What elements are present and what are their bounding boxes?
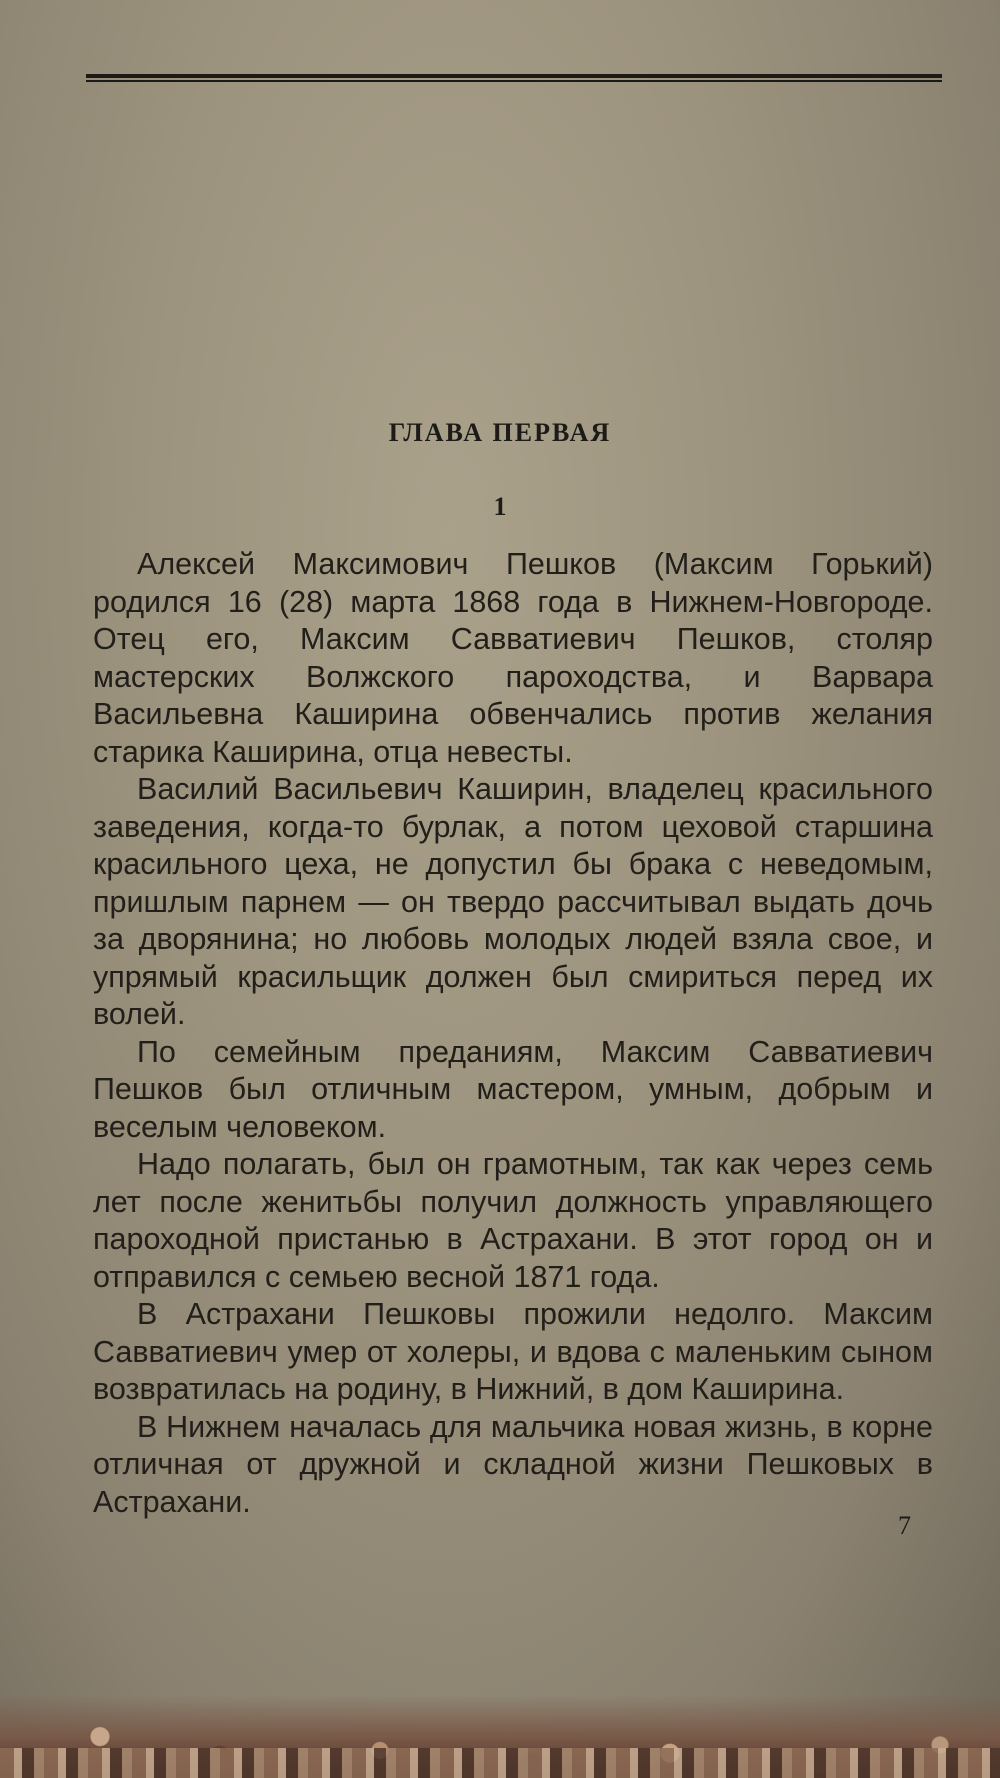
paragraph: В Нижнем началась для мальчика новая жизнь, в корне отличная от дружной и складной жизни Пешковых в Астрахани. (93, 1409, 933, 1519)
chapter-title: ГЛАВА ПЕРВАЯ (388, 418, 612, 447)
tablecloth-pattern (0, 1748, 1000, 1778)
header-rule-thick (86, 74, 942, 78)
section-number: 1 (493, 492, 507, 521)
paragraph: Василий Васильевич Каширин, владелец красильного заведения, когда-то бурлак, а потом цеховой старшина красильного цеха, не допустил бы брака с неведомым, пришлым парнем — он твердо рассчитывал выдать дочь за дворянина; но любовь молодых людей взяла свое, и упрямый красильщик должен был смириться перед их волей. (93, 772, 933, 1031)
paragraph: Надо полагать, был он грамотным, так как через семь лет после женитьбы получил должность управляющего пароходной пристанью в Астрахани. В этот город он и отправился с семьею весной 1871 года. (93, 1147, 933, 1294)
header-rule-thin (86, 80, 942, 82)
paragraph: Алексей Максимович Пешков (Максим Горький) родился 16 (28) марта 1868 года в Нижнем-Новгороде. Отец его, Максим Савватиевич Пешков, столяр мастерских Волжского пароходства, и Варвара Васильевна Каширина обвенчались против желания старика Каширина, отца невесты. (93, 547, 933, 769)
page-number: 7 (898, 1511, 911, 1540)
paragraph: По семейным преданиям, Максим Савватиевич Пешков был отличным мастером, умным, добрым и веселым человеком. (93, 1034, 933, 1144)
body-text (93, 546, 933, 1521)
paragraph: В Астрахани Пешковы прожили недолго. Максим Савватиевич умер от холеры, и вдова с маленьким сыном возвратилась на родину, в Нижний, в дом Каширина. (93, 1297, 933, 1406)
